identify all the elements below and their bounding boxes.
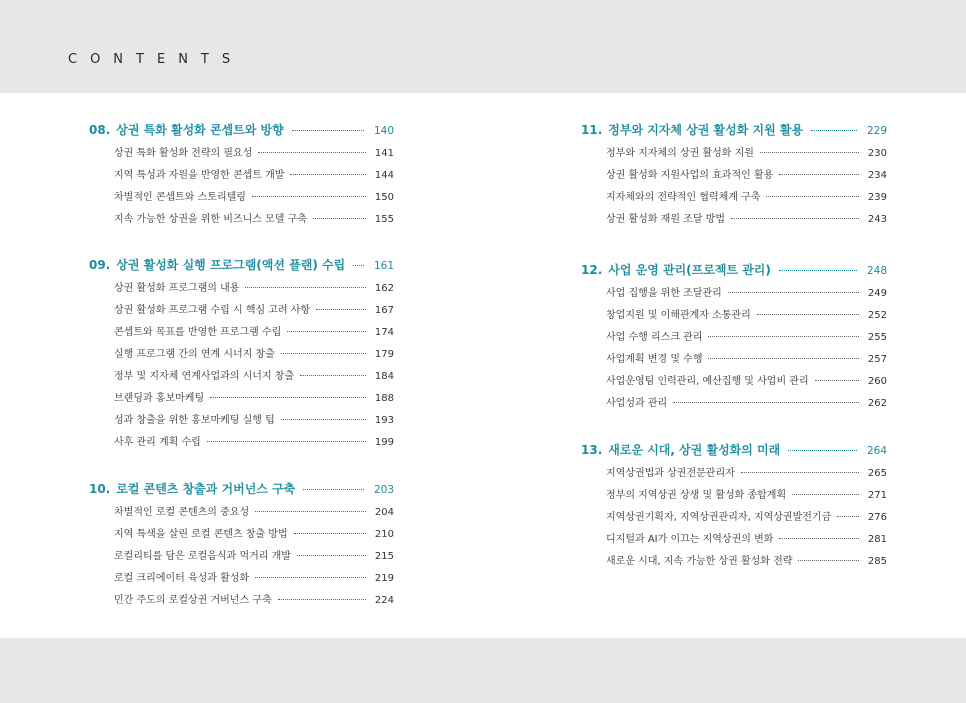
toc-entry[interactable] <box>581 464 887 486</box>
toc-entry[interactable] <box>89 301 394 323</box>
leader-dots <box>252 195 366 197</box>
leader-dots <box>313 217 366 219</box>
toc-entry[interactable] <box>581 530 887 552</box>
entry-title: 지속 가능한 상권을 위한 비즈니스 모델 구축 <box>114 214 307 225</box>
toc-chapter <box>581 121 887 232</box>
toc-entry[interactable] <box>581 508 887 530</box>
entry-page-number: 230 <box>867 148 887 159</box>
entry-title: 지역 특성과 자원을 반영한 콘셉트 개발 <box>114 170 285 181</box>
entry-page-number: 219 <box>374 573 394 584</box>
entry-page-number: 150 <box>374 192 394 203</box>
leader-dots <box>779 173 859 175</box>
entry-title: 새로운 시대, 지속 가능한 상권 활성화 전략 <box>606 556 793 567</box>
leader-dots <box>353 264 364 266</box>
chapter-page-number: 140 <box>373 125 394 137</box>
entry-title: 지역 특색을 살린 로컬 콘텐츠 창출 방법 <box>114 529 288 540</box>
chapter-title: 새로운 시대, 상권 활성화의 미래 <box>608 443 781 457</box>
toc-entry[interactable] <box>581 284 887 306</box>
chapter-title: 정부와 지자체 상권 활성화 지원 활용 <box>608 123 804 137</box>
toc-chapter <box>581 261 887 416</box>
chapter-number: 12. <box>581 263 603 277</box>
toc-entry[interactable] <box>89 389 394 411</box>
chapter-title: 로컬 콘텐츠 창출과 거버넌스 구축 <box>116 482 296 496</box>
entry-page-number: 260 <box>867 376 887 387</box>
chapter-title: 상권 특화 활성화 콘셉트와 방향 <box>116 123 284 137</box>
toc-entry[interactable] <box>581 486 887 508</box>
entry-page-number: 215 <box>374 551 394 562</box>
leader-dots <box>258 151 366 153</box>
toc-entry[interactable] <box>89 210 394 232</box>
entry-title: 상권 활성화 프로그램 수립 시 핵심 고려 사항 <box>114 305 311 316</box>
toc-entry[interactable] <box>89 144 394 166</box>
entry-page-number: 285 <box>867 556 887 567</box>
entry-page-number: 210 <box>374 529 394 540</box>
entry-title: 브랜딩과 홍보마케팅 <box>114 393 205 404</box>
toc-entry[interactable] <box>581 166 887 188</box>
toc-entry[interactable] <box>581 306 887 328</box>
entry-page-number: 265 <box>867 468 887 479</box>
entry-page-number: 224 <box>374 595 394 606</box>
entry-title: 사후 관리 계획 수립 <box>114 437 201 448</box>
toc-entry[interactable] <box>89 547 394 569</box>
leader-dots <box>798 559 859 561</box>
entry-title: 민간 주도의 로컬상권 거버넌스 구축 <box>114 595 272 606</box>
leader-dots <box>290 173 366 175</box>
entry-page-number: 167 <box>374 305 394 316</box>
entry-page-number: 144 <box>374 170 394 181</box>
toc-entry[interactable] <box>89 188 394 210</box>
entry-page-number: 239 <box>867 192 887 203</box>
entry-page-number: 281 <box>867 534 887 545</box>
chapter-heading[interactable] <box>581 261 887 281</box>
leader-dots <box>245 286 366 288</box>
toc-entry[interactable] <box>89 433 394 455</box>
toc-page <box>0 93 966 638</box>
entry-title: 정부 및 지자체 연계사업과의 시너지 창출 <box>114 371 295 382</box>
leader-dots <box>788 449 857 451</box>
entry-title: 실행 프로그램 간의 연계 시너지 창출 <box>114 349 275 360</box>
toc-entry[interactable] <box>581 210 887 232</box>
entry-page-number: 257 <box>867 354 887 365</box>
leader-dots <box>255 576 366 578</box>
entry-title: 디지털과 AI가 이끄는 지역상권의 변화 <box>606 534 774 545</box>
entry-title: 차별적인 콘셉트와 스토리텔링 <box>114 192 246 203</box>
toc-entry[interactable] <box>89 591 394 613</box>
entry-page-number: 249 <box>867 288 887 299</box>
toc-entry[interactable] <box>581 188 887 210</box>
leader-dots <box>303 488 364 490</box>
leader-dots <box>708 335 859 337</box>
entry-page-number: 184 <box>374 371 394 382</box>
chapter-number: 11. <box>581 123 603 137</box>
leader-dots <box>316 308 366 310</box>
entry-title: 로컬 크리에이터 육성과 활성화 <box>114 573 250 584</box>
leader-dots <box>728 291 859 293</box>
toc-entry[interactable] <box>581 372 887 394</box>
entry-page-number: 179 <box>374 349 394 360</box>
entry-title: 콘셉트와 목표를 반영한 프로그램 수립 <box>114 327 282 338</box>
entry-title: 차별적인 로컬 콘텐츠의 중요성 <box>114 507 250 518</box>
entry-title: 사업운영팀 인력관리, 예산집행 및 사업비 관리 <box>606 376 809 387</box>
chapter-heading[interactable] <box>581 121 887 141</box>
entry-page-number: 271 <box>867 490 887 501</box>
entry-page-number: 204 <box>374 507 394 518</box>
toc-entry[interactable] <box>89 345 394 367</box>
toc-entry[interactable] <box>581 394 887 416</box>
leader-dots <box>757 313 859 315</box>
leader-dots <box>837 515 859 517</box>
toc-entry[interactable] <box>581 552 887 574</box>
entry-page-number: 188 <box>374 393 394 404</box>
leader-dots <box>779 269 857 271</box>
header-band <box>0 0 966 93</box>
entry-title: 정부와 지자체의 상권 활성화 지원 <box>606 148 754 159</box>
chapter-heading[interactable] <box>89 121 394 141</box>
entry-title: 성과 창출을 위한 홍보마케팅 실행 팁 <box>114 415 275 426</box>
chapter-page-number: 203 <box>373 484 394 496</box>
entry-title: 로컬리티를 담은 로컬음식과 먹거리 개발 <box>114 551 291 562</box>
entry-page-number: 141 <box>374 148 394 159</box>
toc-entry[interactable] <box>89 166 394 188</box>
chapter-heading[interactable] <box>581 441 887 461</box>
toc-entry[interactable] <box>581 328 887 350</box>
leader-dots <box>255 510 366 512</box>
toc-entry[interactable] <box>89 569 394 591</box>
leader-dots <box>779 537 859 539</box>
chapter-number: 13. <box>581 443 603 457</box>
leader-dots <box>760 151 859 153</box>
entry-title: 상권 특화 활성화 전략의 필요성 <box>114 148 253 159</box>
chapter-title: 사업 운영 관리(프로젝트 관리) <box>608 263 771 277</box>
leader-dots <box>294 532 366 534</box>
entry-title: 정부의 지역상권 상생 및 활성화 종합계획 <box>606 490 787 501</box>
chapter-page-number: 264 <box>866 445 887 457</box>
entry-title: 창업지원 및 이해관계자 소통관리 <box>606 310 751 321</box>
entry-page-number: 262 <box>867 398 887 409</box>
entry-page-number: 193 <box>374 415 394 426</box>
entry-page-number: 155 <box>374 214 394 225</box>
chapter-number: 09. <box>89 258 111 272</box>
leader-dots <box>741 471 859 473</box>
entry-title: 지자체와의 전략적인 협력체계 구축 <box>606 192 761 203</box>
leader-dots <box>281 352 366 354</box>
chapter-page-number: 229 <box>866 125 887 137</box>
toc-entry[interactable] <box>89 503 394 525</box>
toc-entry[interactable] <box>89 323 394 345</box>
entry-page-number: 234 <box>867 170 887 181</box>
leader-dots <box>811 129 857 131</box>
leader-dots <box>292 129 364 131</box>
page-title: CONTENTS <box>68 52 244 67</box>
entry-title: 상권 활성화 재원 조달 방법 <box>606 214 725 225</box>
toc-entry[interactable] <box>89 411 394 433</box>
toc-chapter <box>89 256 394 455</box>
leader-dots <box>281 418 366 420</box>
leader-dots <box>297 554 366 556</box>
chapter-page-number: 248 <box>866 265 887 277</box>
entry-title: 상권 활성화 지원사업의 효과적인 활용 <box>606 170 774 181</box>
entry-page-number: 255 <box>867 332 887 343</box>
toc-chapter <box>581 441 887 574</box>
entry-page-number: 162 <box>374 283 394 294</box>
entry-title: 사업 수행 리스크 관리 <box>606 332 703 343</box>
entry-page-number: 199 <box>374 437 394 448</box>
entry-title: 지역상권기획자, 지역상권관리자, 지역상권발전기금 <box>606 512 832 523</box>
leader-dots <box>300 374 366 376</box>
toc-chapter <box>89 480 394 613</box>
leader-dots <box>792 493 859 495</box>
chapter-heading[interactable] <box>89 256 394 276</box>
entry-page-number: 252 <box>867 310 887 321</box>
toc-entry[interactable] <box>89 367 394 389</box>
toc-entry[interactable] <box>581 144 887 166</box>
chapter-title: 상권 활성화 실행 프로그램(액션 플랜) 수립 <box>116 258 346 272</box>
entry-page-number: 174 <box>374 327 394 338</box>
toc-entry[interactable] <box>89 279 394 301</box>
leader-dots <box>210 396 366 398</box>
entry-title: 상권 활성화 프로그램의 내용 <box>114 283 240 294</box>
entry-title: 사업성과 관리 <box>606 398 668 409</box>
chapter-number: 08. <box>89 123 111 137</box>
entry-title: 지역상권법과 상권전문관리자 <box>606 468 735 479</box>
chapter-heading[interactable] <box>89 480 394 500</box>
leader-dots <box>815 379 859 381</box>
leader-dots <box>207 440 366 442</box>
leader-dots <box>287 330 366 332</box>
chapter-page-number: 161 <box>373 260 394 272</box>
toc-chapter <box>89 121 394 232</box>
leader-dots <box>278 598 366 600</box>
toc-entry[interactable] <box>581 350 887 372</box>
entry-page-number: 276 <box>867 512 887 523</box>
leader-dots <box>673 401 859 403</box>
leader-dots <box>731 217 859 219</box>
entry-title: 사업 집행을 위한 조달관리 <box>606 288 722 299</box>
leader-dots <box>766 195 859 197</box>
entry-page-number: 243 <box>867 214 887 225</box>
toc-entry[interactable] <box>89 525 394 547</box>
chapter-number: 10. <box>89 482 111 496</box>
leader-dots <box>708 357 859 359</box>
entry-title: 사업계획 변경 및 수행 <box>606 354 703 365</box>
